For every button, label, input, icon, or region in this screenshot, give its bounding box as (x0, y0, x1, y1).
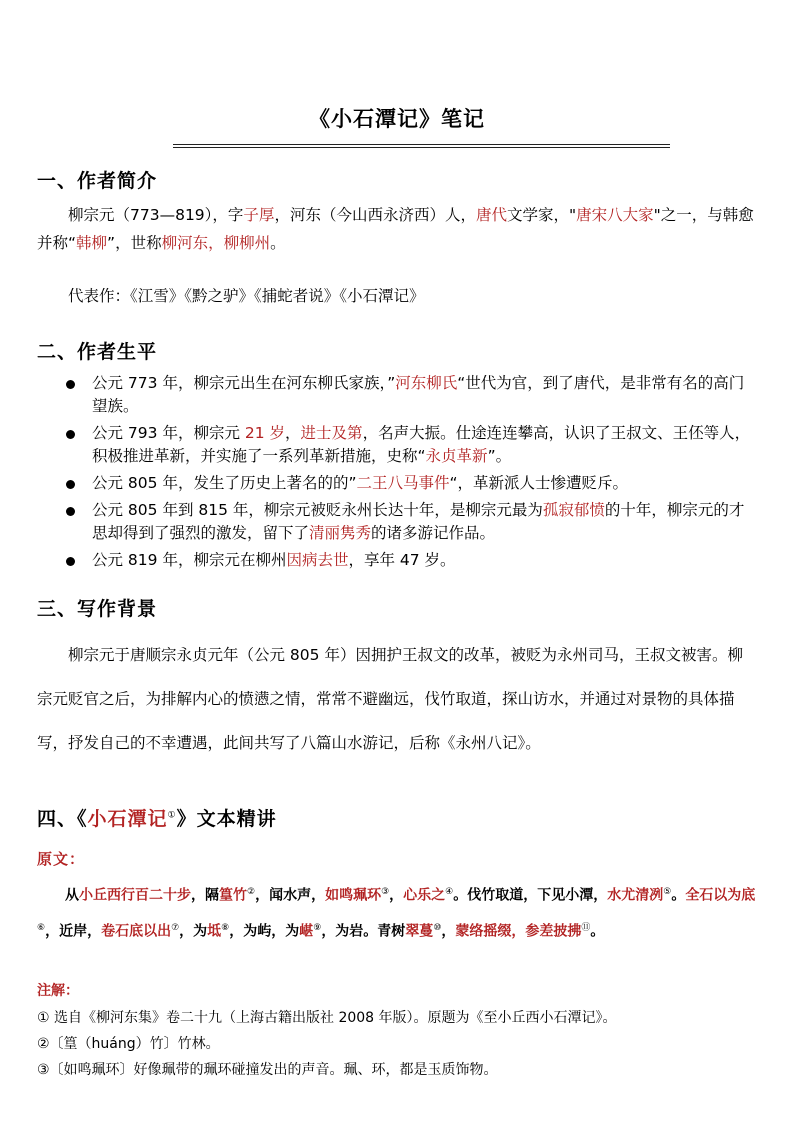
highlight: 唐代 (475, 206, 507, 224)
highlight: 韩柳 (76, 234, 108, 252)
highlight: 小石潭记 (87, 808, 168, 830)
text: 。 (671, 887, 686, 904)
highlight: 二王八马事件 (356, 474, 450, 492)
text: ， (389, 887, 404, 904)
highlight: 心乐之 (403, 887, 446, 904)
text: 的诸多游记作品。 (371, 524, 496, 542)
text: ”，世称 (107, 234, 162, 252)
text: 。伐竹取道，下见小潭， (453, 887, 608, 904)
title-divider-top (173, 144, 670, 145)
text: ， (285, 424, 301, 442)
text: “世代为官，到了唐代，是非常有名的高门望族。 (92, 374, 745, 415)
text: 从 (65, 887, 79, 904)
list-item (62, 472, 755, 495)
footnote-marker: ⑥ (37, 922, 46, 933)
text: "之一，与韩愈并称“ (37, 206, 754, 252)
text: ，河东（今山西永济西）人， (274, 206, 476, 224)
highlight: 小丘西行百二十步 (79, 887, 191, 904)
highlight: 因病去世 (286, 551, 349, 569)
bullet-icon (66, 430, 75, 439)
footnote-marker: ① (167, 810, 177, 821)
text: 公元 819 年，柳宗元在柳州 (92, 551, 287, 569)
text: 公元 805 年，发生了历史上著名的的” (92, 474, 357, 492)
footnote-marker: ⑪ (581, 922, 591, 933)
text: 公元 805 年到 815 年，柳宗元被贬永州长达十年，是柳宗元最为 (92, 501, 543, 519)
text: 》文本精讲 (176, 808, 277, 830)
highlight: 进士及第 (300, 424, 363, 442)
highlight: 蒙络摇缀，参差披拂 (455, 923, 582, 940)
title-divider-bottom (173, 147, 670, 148)
text: 。 (590, 923, 605, 940)
text: ，闻水声， (255, 887, 326, 904)
original-text-label: 原文： (37, 850, 86, 868)
footnote-marker: ② (247, 887, 256, 897)
highlight: 水尤清冽 (607, 887, 664, 904)
text: 。 (270, 234, 286, 252)
footnote-marker: ⑩ (433, 922, 442, 933)
text: ，近岸， (45, 923, 102, 940)
highlight: 嵁 (299, 923, 314, 940)
highlight: 永贞革新 (425, 447, 488, 465)
text: ，为岩。青树 (321, 923, 406, 940)
note-1: ① 选自《柳河东集》卷二十九（上海古籍出版社 2008 年版）。原题为《至小丘西小石潭记》。 (37, 1010, 617, 1026)
bullet-icon (66, 380, 75, 389)
footnote-marker: ⑧ (221, 922, 230, 933)
section-heading-author-life: 二、作者生平 (37, 341, 158, 363)
list-item (62, 549, 755, 572)
original-text-paragraph (37, 876, 759, 947)
text: 四、《 (37, 808, 88, 830)
notes-label: 注解： (37, 983, 79, 999)
section-heading-text-study (37, 804, 277, 831)
footnote-marker: ⑦ (171, 922, 180, 933)
page-title: 《小石潭记》笔记 (309, 107, 485, 131)
highlight: 卷石底以出 (101, 923, 172, 940)
background-paragraph: 柳宗元于唐顺宗永贞元年（公元 805 年）因拥护王叔文的改革，被贬为永州司马，王叔文被害。柳宗元贬官之后，为排解内心的愤懑之情，常常不避幽远，伐竹取道，探山访水，并通过对景物的具体描写，抒发自己的不幸遭遇，此间共写了八篇山水游记，后称《永州八记》。 (37, 646, 743, 752)
text: 文学家，" (506, 206, 577, 224)
highlight: 子厚 (243, 206, 275, 224)
text: ，享年 47 岁。 (348, 551, 456, 569)
text: ，隔 (191, 887, 219, 904)
list-item (62, 499, 755, 545)
text: ，名声大振。仕途连连攀高，认识了王叔文、王伾等人，积极推进革新，并实施了一系列革新措施，史称“ (92, 424, 751, 465)
highlight: 孤寂郁愤 (542, 501, 605, 519)
highlight: 河东柳氏 (395, 374, 458, 392)
text: ”。 (487, 447, 512, 465)
highlight: 全石以为底 (685, 887, 756, 904)
text: ，为 (179, 923, 208, 940)
highlight: 柳河东，柳柳州 (161, 234, 271, 252)
list-item (62, 372, 755, 418)
bullet-icon (66, 557, 75, 566)
note-3: ③〔如鸣珮环〕好像珮带的珮环碰撞发出的声音。珮、环，都是玉质饰物。 (37, 1062, 498, 1078)
highlight: 篁竹 (219, 887, 247, 904)
footnote-marker: ⑨ (313, 922, 322, 933)
list-item (62, 422, 755, 468)
highlight: 坻 (207, 923, 222, 940)
footnote-marker: ④ (445, 887, 454, 897)
note-2: ②〔篁（huáng）竹〕竹林。 (37, 1036, 220, 1052)
life-bullet-list (62, 372, 755, 576)
representative-works: 代表作：《江雪》《黔之驴》《捕蛇者说》《小石潭记》 (68, 287, 425, 305)
highlight: 如鸣珮环 (325, 887, 382, 904)
bullet-icon (66, 480, 75, 489)
bullet-icon (66, 507, 75, 516)
text: ， (441, 923, 456, 940)
highlight: 翠蔓 (405, 923, 434, 940)
text: “，革新派人士惨遭贬斥。 (449, 474, 629, 492)
text: 公元 793 年，柳宗元 (92, 424, 245, 442)
text: ，为屿，为 (229, 923, 300, 940)
text: 公元 773 年，柳宗元出生在河东柳氏家族，” (92, 374, 396, 392)
author-intro-paragraph (37, 201, 755, 257)
footnote-marker: ③ (381, 887, 390, 897)
highlight: 清丽隽秀 (309, 524, 372, 542)
footnote-marker: ⑤ (663, 887, 672, 897)
text: 柳宗元（773—819），字 (68, 206, 244, 224)
text: 的十年，柳宗元的才思却得到了强烈的激发，留下了 (92, 501, 745, 542)
section-heading-background: 三、写作背景 (37, 598, 158, 620)
highlight: 唐宋八大家 (576, 206, 654, 224)
section-heading-author-intro: 一、作者简介 (37, 170, 158, 192)
highlight: 21 岁 (244, 424, 286, 442)
